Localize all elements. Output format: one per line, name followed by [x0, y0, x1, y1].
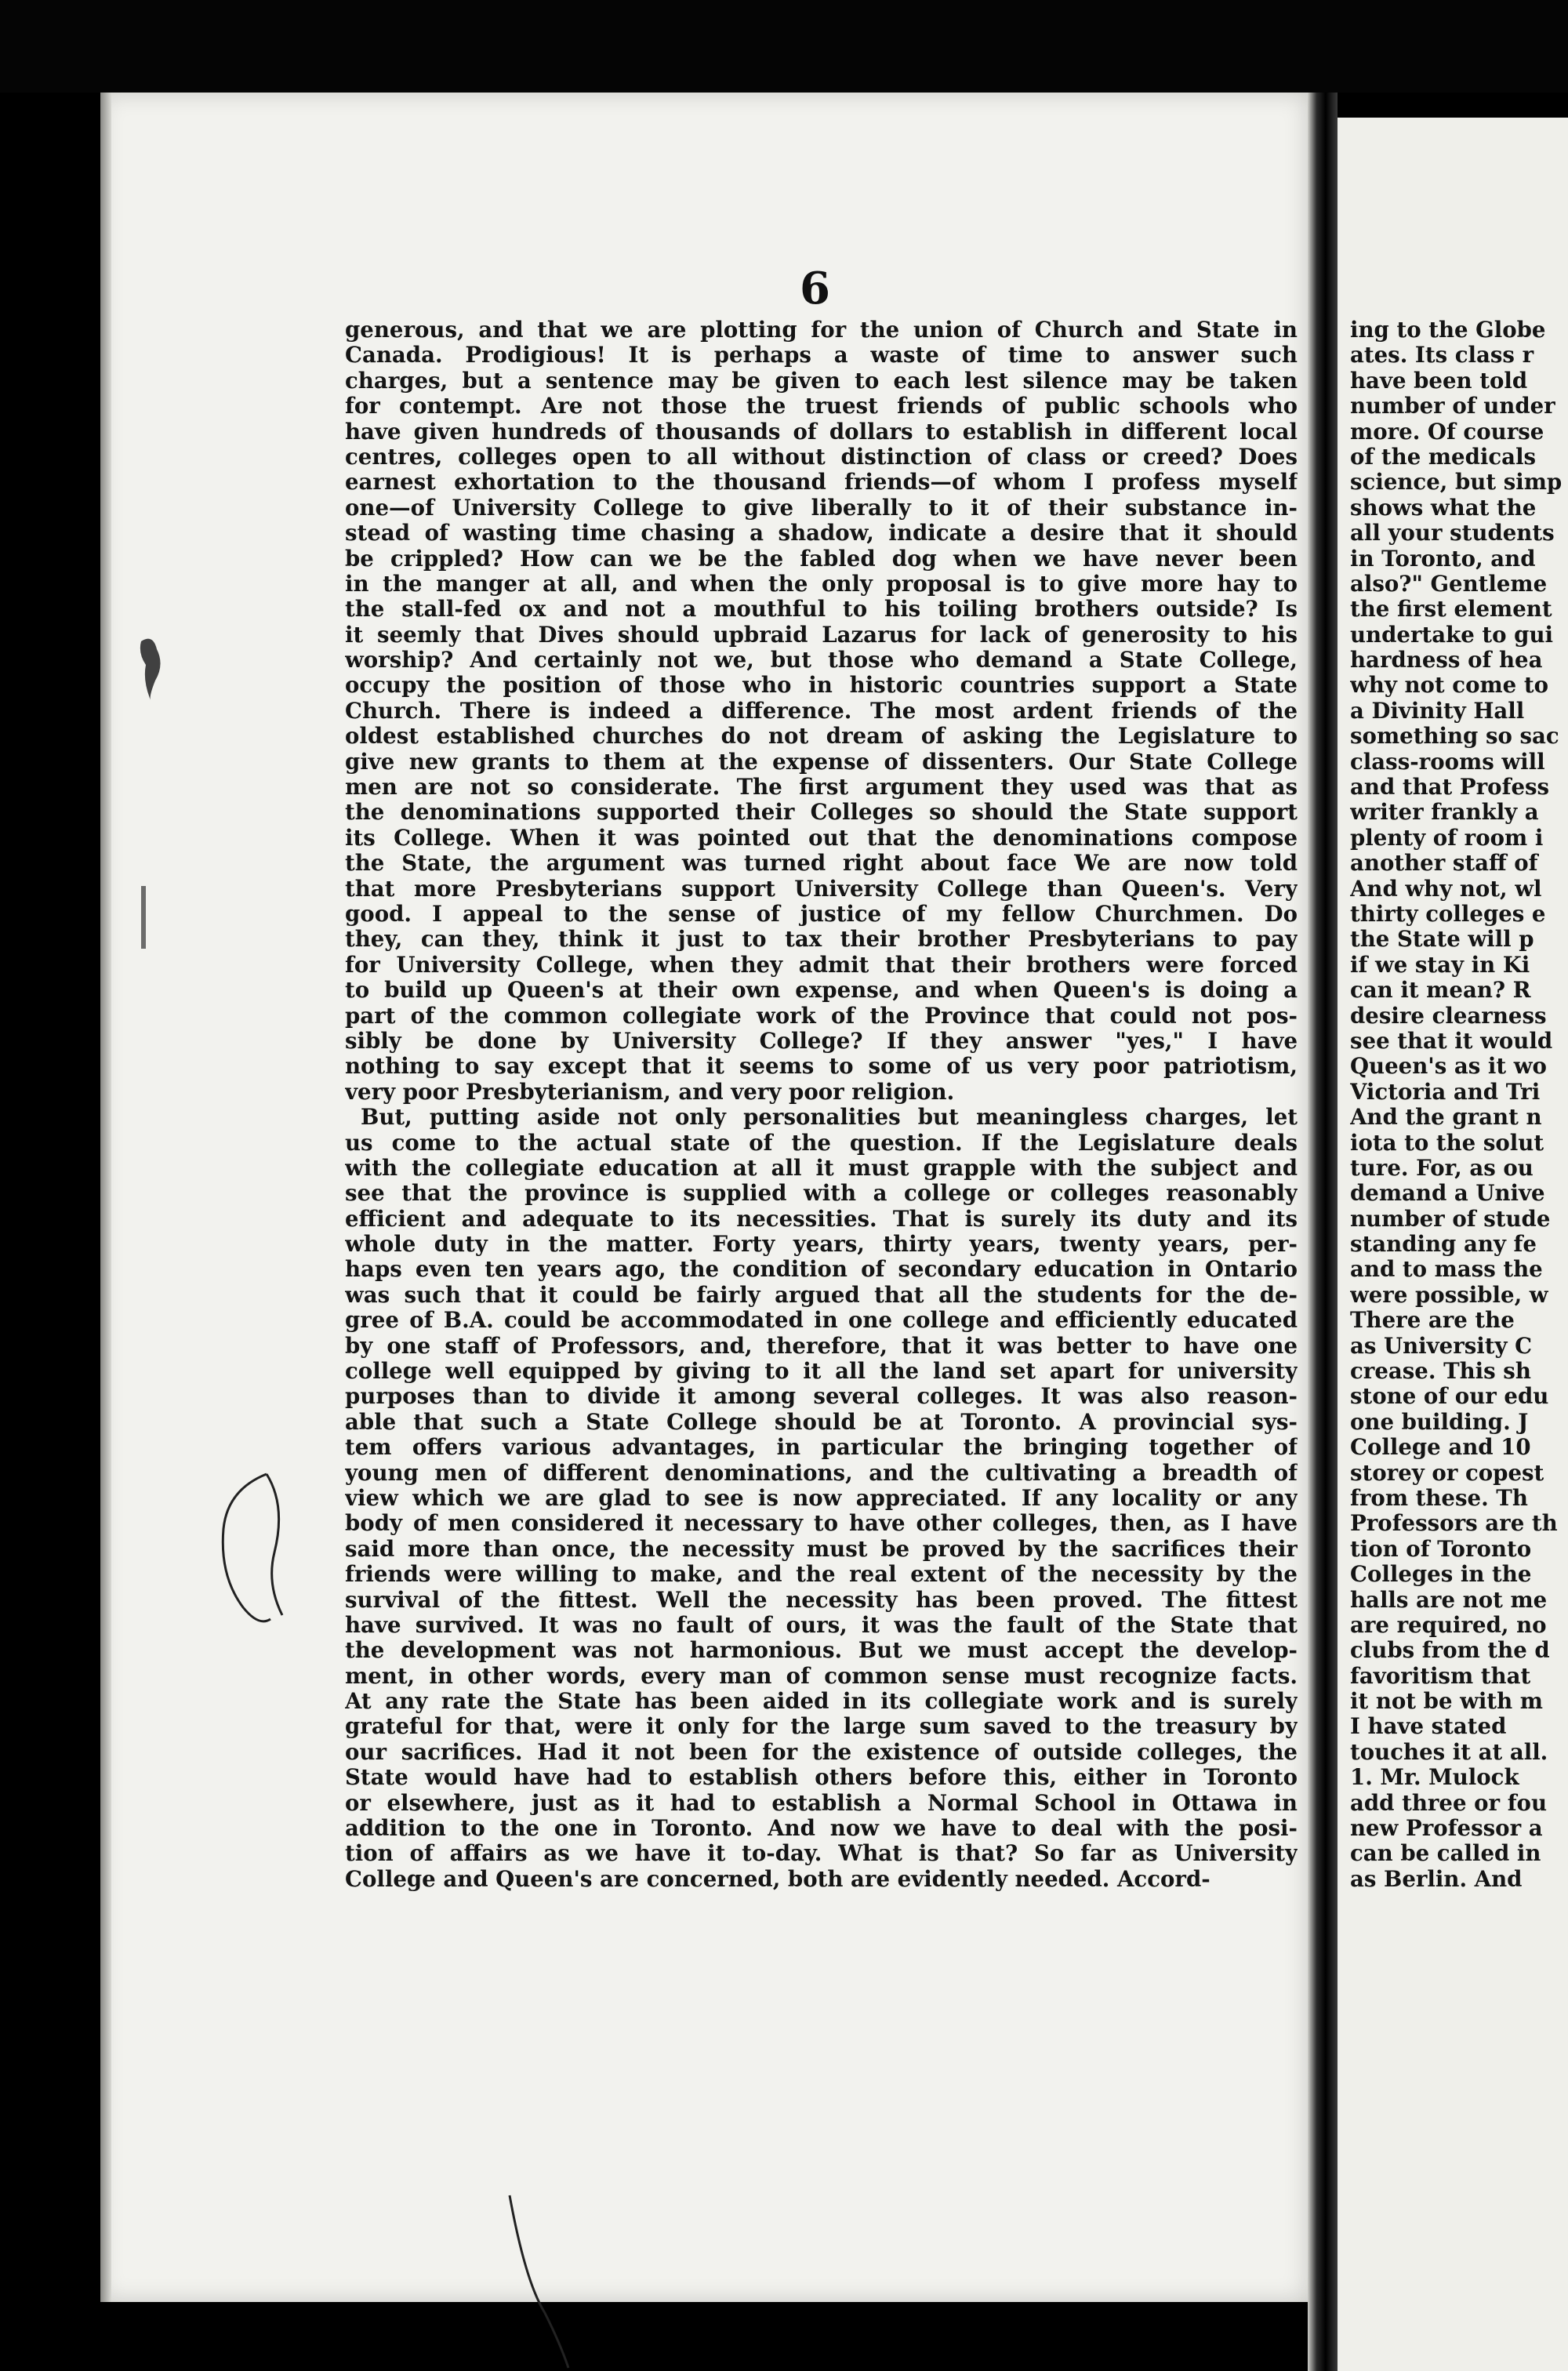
text-line: 1. Mr. Mulock — [1350, 1764, 1519, 1791]
text-line: touches it at all. — [1350, 1738, 1548, 1765]
text-line: the State, the argument was turned right about face We are now told — [345, 851, 1298, 877]
text-line: new Professor a — [1350, 1815, 1543, 1842]
text-line: And why not, wl — [1350, 875, 1542, 902]
text-line: and that Profess — [1350, 774, 1550, 801]
text-line: the development was not harmonious. But we must accept the develop- — [345, 1638, 1298, 1664]
text-line: to build up Queen's at their own expense, and when Queen's is doing a — [345, 978, 1298, 1004]
text-line: for contempt. Are not those the truest friends of public schools who — [345, 394, 1298, 419]
text-line: have given hundreds of thousands of dollars to establish in different local — [345, 419, 1298, 445]
text-line: stead of wasting time chasing a shadow, indicate a desire that it should — [345, 521, 1298, 546]
text-line: another staff of — [1350, 850, 1538, 877]
text-line: desire clearness — [1350, 1002, 1547, 1029]
text-line: why not come to — [1350, 672, 1548, 699]
text-line: ment, in other words, every man of common sense must recognize facts. — [345, 1663, 1298, 1689]
text-line: purposes than to divide it among several colleges. It was also reason- — [345, 1384, 1298, 1410]
text-line: nothing to say except that it seems to some of us very poor patriotism, — [345, 1054, 1298, 1080]
text-line: hardness of hea — [1350, 647, 1543, 674]
text-line: But, putting aside not only personalities but meaningless charges, let — [361, 1105, 1298, 1131]
text-line: it not be with m — [1350, 1688, 1543, 1715]
text-line: us come to the actual state of the question. If the Legislature deals — [345, 1130, 1298, 1156]
text-line: its College. When it was pointed out that the denominations compose — [345, 825, 1298, 851]
text-line: shows what the — [1350, 494, 1537, 521]
text-line: be crippled? How can we be the fabled dog when we have never been — [345, 546, 1298, 572]
text-line: undertake to gui — [1350, 621, 1554, 648]
text-line: Colleges in the — [1350, 1561, 1532, 1588]
text-line: add three or fou — [1350, 1789, 1548, 1816]
text-line: gree of B.A. could be accommodated in one college and efficiently educated — [345, 1308, 1298, 1334]
book-gutter — [1308, 93, 1338, 2371]
text-line: one building. J — [1350, 1408, 1529, 1435]
text-line: charges, but a sentence may be given to each lest silence may be taken — [345, 368, 1298, 394]
text-line: standing any fe — [1350, 1231, 1537, 1258]
text-line: give new grants to them at the expense of dissenters. Our State College — [345, 749, 1298, 775]
text-line: they, can they, think it just to tax their brother Presbyterians to pay — [345, 927, 1298, 953]
text-line: At any rate the State has been aided in its collegiate work and is surely — [345, 1689, 1298, 1715]
text-line: whole duty in the matter. Forty years, thirty years, twenty years, per- — [345, 1232, 1298, 1258]
text-line: the State will p — [1350, 926, 1534, 953]
text-line: young men of different denominations, and the cultivating a breadth of — [345, 1460, 1298, 1486]
text-line: it seemly that Dives should upbraid Lazarus for lack of generosity to his — [345, 622, 1298, 648]
text-line: addition to the one in Toronto. And now we have to deal with the posi- — [345, 1816, 1298, 1842]
text-line: friends were willing to make, and the real extent of the necessity by the — [345, 1562, 1298, 1588]
text-line: of the medicals — [1350, 443, 1537, 470]
text-line: as Berlin. And — [1350, 1865, 1523, 1892]
text-line: State would have had to establish others before this, either in Toronto — [345, 1765, 1298, 1791]
margin-tick-mark — [133, 886, 157, 957]
text-line: Church. There is indeed a difference. The most ardent friends of the — [345, 698, 1298, 724]
text-line: good. I appeal to the sense of justice of my fellow Churchmen. Do — [345, 901, 1298, 927]
text-line: crease. This sh — [1350, 1358, 1531, 1385]
text-line: thirty colleges e — [1350, 900, 1546, 927]
text-line: And the grant n — [1350, 1104, 1542, 1131]
text-line: for University College, when they admit that their brothers were forced — [345, 952, 1298, 978]
right-column-text — [1350, 318, 1568, 1892]
text-line: was such that it could be fairly argued that all the students for the de- — [345, 1282, 1298, 1308]
text-line: grateful for that, were it only for the large sum saved to the treasury by — [345, 1714, 1298, 1740]
text-line: demand a Unive — [1350, 1180, 1545, 1207]
text-line: number of under — [1350, 393, 1555, 419]
text-line: have survived. It was no fault of ours, it was the fault of the State that — [345, 1612, 1298, 1638]
text-line: able that such a State College should be at Toronto. A provincial sys- — [345, 1409, 1298, 1435]
text-line: ture. For, as ou — [1350, 1154, 1534, 1181]
text-line: number of stude — [1350, 1205, 1551, 1232]
text-line: by one staff of Professors, and, therefore, that it was better to have one — [345, 1333, 1298, 1359]
text-line: haps even ten years ago, the condition of secondary education in Ontario — [345, 1257, 1298, 1283]
text-line: occupy the position of those who in historic countries support a State — [345, 673, 1298, 699]
text-line: if we stay in Ki — [1350, 951, 1530, 978]
text-line: more. Of course — [1350, 418, 1544, 445]
text-line: said more than once, the necessity must be proved by the sacrifices their — [345, 1536, 1298, 1562]
text-line: sibly be done by University College? If they answer "yes," I have — [345, 1028, 1298, 1054]
text-line: in the manger at all, and when the only proposal is to give more hay to — [345, 571, 1298, 597]
text-line: stone of our edu — [1350, 1383, 1549, 1410]
text-line: that more Presbyterians support University College than Queen's. Very — [345, 876, 1298, 902]
pencil-bracket-mark — [212, 1466, 298, 1639]
text-line: halls are not me — [1350, 1586, 1548, 1613]
text-line: favoritism that — [1350, 1662, 1531, 1689]
text-line: ing to the Globe — [1350, 318, 1546, 343]
text-line: College and 10 — [1350, 1434, 1531, 1461]
text-line: men are not so considerate. The first argument they used was that as — [345, 775, 1298, 801]
text-line: can it mean? R — [1350, 977, 1531, 1004]
text-line: all your students — [1350, 520, 1555, 546]
page-number: 6 — [800, 263, 830, 314]
text-line: efficient and adequate to its necessities. That is surely its duty and its — [345, 1206, 1298, 1232]
text-line: are required, no — [1350, 1611, 1547, 1638]
text-line: tion of Toronto — [1350, 1535, 1532, 1562]
text-line: Victoria and Tri — [1350, 1078, 1541, 1105]
text-line: our sacrifices. Had it not been for the existence of outside colleges, the — [345, 1739, 1298, 1765]
text-line: view which we are glad to see is now appreciated. If any locality or any — [345, 1485, 1298, 1511]
text-line: oldest established churches do not dream of asking the Legislature to — [345, 724, 1298, 750]
text-line: science, but simp — [1350, 469, 1563, 496]
text-line: worship? And certainly not we, but those who demand a State College, — [345, 648, 1298, 674]
text-line: the denominations supported their Colleges so should the State support — [345, 800, 1298, 826]
text-line: college well equipped by giving to it all the land set apart for university — [345, 1359, 1298, 1385]
text-line: have been told — [1350, 367, 1528, 394]
text-line: in Toronto, and — [1350, 545, 1536, 572]
text-line: very poor Presbyterianism, and very poor religion. — [345, 1079, 955, 1105]
text-line: storey or copest — [1350, 1459, 1544, 1486]
text-line: I have stated — [1350, 1713, 1507, 1740]
text-line: survival of the fittest. Well the necessity has been proved. The fittest — [345, 1587, 1298, 1613]
text-line: ates. Its class r — [1350, 342, 1534, 369]
text-line: Professors are th — [1350, 1510, 1558, 1537]
text-line: Canada. Prodigious! It is perhaps a waste of time to answer such — [345, 343, 1298, 369]
text-line: also?" Gentleme — [1350, 570, 1548, 597]
text-line: body of men considered it necessary to have other colleges, then, as I have — [345, 1511, 1298, 1537]
text-line: see that it would — [1350, 1027, 1553, 1054]
text-line: Queen's as it wo — [1350, 1053, 1547, 1080]
text-line: part of the common collegiate work of the Province that could not pos- — [345, 1003, 1298, 1029]
text-line: iota to the solut — [1350, 1129, 1544, 1156]
text-line: There are the — [1350, 1307, 1515, 1334]
ink-smudge-mark — [133, 634, 172, 704]
text-line: plenty of room i — [1350, 824, 1544, 851]
text-line: the stall-fed ox and not a mouthful to his toiling brothers outside? Is — [345, 597, 1298, 623]
text-line: the first element — [1350, 596, 1552, 623]
text-line: a Divinity Hall — [1350, 697, 1525, 724]
text-line: writer frankly a — [1350, 799, 1539, 826]
text-line: see that the province is supplied with a college or colleges reasonably — [345, 1181, 1298, 1207]
text-line: or elsewhere, just as it had to establish a Normal School in Ottawa in — [345, 1790, 1298, 1816]
text-line: centres, colleges open to all without distinction of class or creed? Does — [345, 444, 1298, 470]
text-line: can be called in — [1350, 1840, 1541, 1867]
text-line: were possible, w — [1350, 1281, 1548, 1308]
text-line: generous, and that we are plotting for the union of Church and State in — [345, 318, 1298, 343]
left-column-text — [345, 318, 1298, 1892]
text-line: tem offers various advantages, in particular the bringing together of — [345, 1435, 1298, 1461]
pencil-stroke-mark — [502, 2188, 572, 2371]
text-line: from these. Th — [1350, 1484, 1528, 1511]
text-line: as University C — [1350, 1332, 1533, 1359]
text-line: one—of University College to give liberally to it of their substance in- — [345, 495, 1298, 521]
scan-top-border — [0, 0, 1568, 93]
text-line: earnest exhortation to the thousand friends—of whom I profess myself — [345, 470, 1298, 496]
text-line: tion of affairs as we have it to-day. What is that? So far as University — [345, 1841, 1298, 1867]
text-line: clubs from the d — [1350, 1637, 1550, 1664]
text-line: class-rooms will — [1350, 748, 1545, 775]
text-line: with the collegiate education at all it must grapple with the subject and — [345, 1155, 1298, 1181]
text-line: something so sac — [1350, 723, 1559, 750]
text-line: and to mass the — [1350, 1256, 1543, 1283]
text-line: College and Queen's are concerned, both are evidently needed. Accord- — [345, 1866, 1210, 1892]
